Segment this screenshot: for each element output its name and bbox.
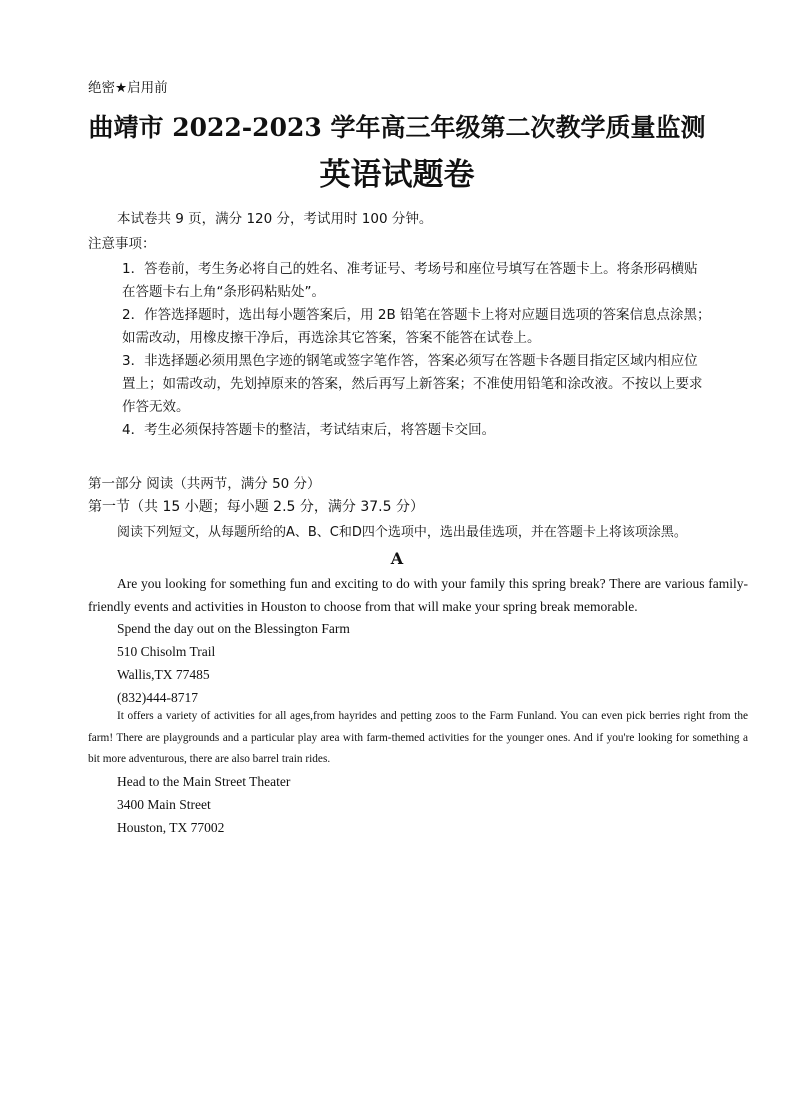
venue-street: 510 Chisolm Trail bbox=[117, 644, 216, 659]
passage-paragraph: It offers a variety of activities for all ages,from hayrides and petting zoos to the Farm Funland. You can even pick berries right from the farm! There are playgrounds and a particular play area with farm-themed activities for the younger ones. And if you're looking for something a bit more adventurous, there are also barrel train rides. bbox=[88, 710, 748, 766]
passage-paragraph: Are you looking for something fun and exciting to do with your family this spring break? There are various family-friendly events and activities in Houston to choose from that will make your spring break memorable. bbox=[88, 576, 748, 614]
notes-heading: 注意事项： bbox=[88, 236, 156, 252]
notes-list bbox=[122, 258, 752, 442]
exam-title: 曲靖市 2022-2023 学年高三年级第二次教学质量监测 bbox=[88, 113, 706, 142]
note-line: 2．作答选择题时，选出每小题答案后，用 2B 铅笔在答题卡上将对应题目选项的答案信息点涂黑； bbox=[122, 307, 711, 323]
venue-city: Wallis,TX 77485 bbox=[117, 667, 210, 682]
venue-name: Spend the day out on the Blessington Farm bbox=[117, 621, 350, 636]
venue-street: 3400 Main Street bbox=[117, 797, 211, 812]
section-instruction: 阅读下列短文，从每题所给的A、B、C和D四个选项中，选出最佳选项，并在答题卡上将该项涂黑。 bbox=[117, 525, 687, 540]
venue-name: Head to the Main Street Theater bbox=[117, 774, 291, 789]
passage-label: A bbox=[390, 549, 404, 568]
note-line: 置上；如需改动，先划掉原来的答案，然后再写上新答案；不准使用铅笔和涂改液。不按以上要求 bbox=[122, 376, 703, 392]
note-line: 在答题卡右上角“条形码粘贴处”。 bbox=[122, 284, 325, 300]
part-heading: 第一部分 阅读（共两节，满分 50 分） bbox=[88, 476, 321, 492]
note-line: 1．答卷前，考生务必将自己的姓名、准考证号、考场号和座位号填写在答题卡上。将条形码横贴 bbox=[122, 261, 698, 277]
note-line: 作答无效。 bbox=[122, 399, 190, 415]
note-line: 3．非选择题必须用黑色字迹的钢笔或签字笔作答，答案必须写在答题卡各题目指定区域内相应位 bbox=[122, 353, 698, 369]
confidential-mark: 绝密★启用前 bbox=[88, 80, 168, 96]
exam-subtitle: 英语试题卷 bbox=[319, 157, 475, 193]
section-heading: 第一节（共 15 小题；每小题 2.5 分，满分 37.5 分） bbox=[88, 499, 424, 515]
venue-phone: (832)444-8717 bbox=[117, 690, 198, 705]
note-line: 4．考生必须保持答题卡的整洁，考试结束后，将答题卡交回。 bbox=[122, 422, 496, 438]
venue-city: Houston, TX 77002 bbox=[117, 820, 225, 835]
note-line: 如需改动，用橡皮擦干净后，再选涂其它答案，答案不能答在试卷上。 bbox=[122, 330, 541, 346]
exam-intro: 本试卷共 9 页，满分 120 分，考试用时 100 分钟。 bbox=[117, 211, 433, 227]
